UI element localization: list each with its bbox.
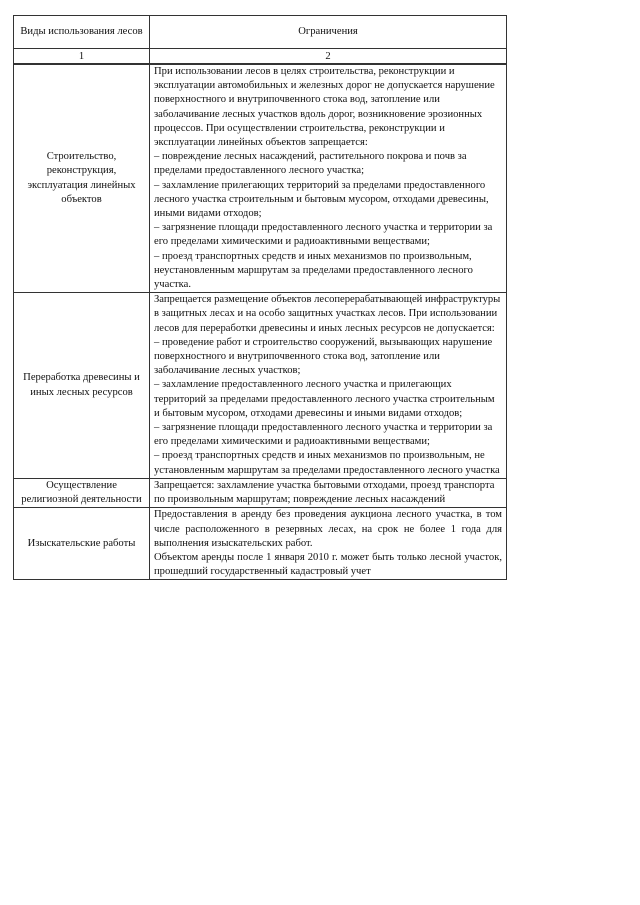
restriction-paragraph: – захламление предоставленного лесного участка и прилегающих территорий за пределами предоставленного лесного участка строительным и бытовым мусором, отходами древесины и иными видами отходов; <box>154 379 495 419</box>
restrictions-table <box>13 15 507 580</box>
column-number-2: 2 <box>150 49 507 65</box>
restriction-paragraph: – захламление прилегающих территорий за пределами предоставленного лесного участка строительным и бытовым мусором, отходами древесины, иными видами отходов; <box>154 179 489 220</box>
restriction-cell <box>150 64 507 293</box>
restriction-cell <box>150 293 507 479</box>
restriction-paragraph: Запрещается размещение объектов лесоперерабатывающей инфраструктуры в защитных лесах и на особо защитных участках лесов. При использовании лесов для переработки древесины и иных лесных ресурсов не допускается: <box>154 294 501 334</box>
forest-use-cell: Изыскательские работы <box>14 508 150 580</box>
restriction-paragraph: – проезд транспортных средств и иных механизмов по произвольным, не установленным маршрутам за пределами предоставленного лесного участка <box>154 450 500 476</box>
restriction-paragraph: – повреждение лесных насаждений, растительного покрова и почв за пределами предоставленного лесного участка; <box>154 151 467 177</box>
header-forest-use-types: Виды использования лесов <box>14 16 150 49</box>
column-number-1: 1 <box>14 49 150 65</box>
restriction-paragraph: – проведение работ и строительство сооружений, вызывающих нарушение поверхностного и внутрипочвенного стока вод, затопление или заболачивание лесных участков; <box>154 336 493 377</box>
restriction-paragraph: Объектом аренды после 1 января 2010 г. может быть только лесной участок, прошедший государственный кадастровый учет <box>154 551 502 578</box>
restriction-paragraph: – проезд транспортных средств и иных механизмов по произвольным, неустановленным маршрутам за пределами предоставленного лесного участка. <box>154 250 473 291</box>
header-restrictions: Ограничения <box>150 16 507 49</box>
restriction-paragraph: Запрещается: захламление участка бытовыми отходами, проезд транспорта по произвольным маршрутам; повреждение лесных насаждений <box>154 479 495 506</box>
restriction-paragraph: – загрязнение площади предоставленного лесного участка и территории за его пределами химическими и радиоактивными веществами; <box>154 422 493 448</box>
table-number-row <box>14 49 507 65</box>
restriction-paragraph: При использовании лесов в целях строительства, реконструкции и эксплуатации автомобильных и железных дорог не допускается нарушение поверхностного и внутрипочвенного стока вод, затопление или заболачивание лесных участков вдоль дорог, возникновение эрозионных процессов. При осуществлении строительства, реконструкции и эксплуатации линейных объектов запрещается: <box>154 66 495 149</box>
restriction-paragraph: – загрязнение площади предоставленного лесного участка и территории за его пределами химическими и радиоактивными веществами; <box>154 222 493 248</box>
table-row <box>14 478 507 507</box>
table-row <box>14 64 507 293</box>
forest-use-cell: Переработка древесины и иных лесных ресурсов <box>14 293 150 479</box>
forest-use-cell: Строительство, реконструкция, эксплуатация линейных объектов <box>14 64 150 293</box>
forest-use-cell: Осуществление религиозной деятельности <box>14 478 150 507</box>
restriction-paragraph: Предоставления в аренду без проведения аукциона лесного участка, в том числе расположенного в резервных лесах, на срок не более 1 года для выполнения изыскательских работ. <box>154 509 502 549</box>
restriction-cell <box>150 508 507 580</box>
table-header-row <box>14 16 507 49</box>
table-row <box>14 508 507 580</box>
table-row <box>14 293 507 479</box>
restriction-cell <box>150 478 507 507</box>
